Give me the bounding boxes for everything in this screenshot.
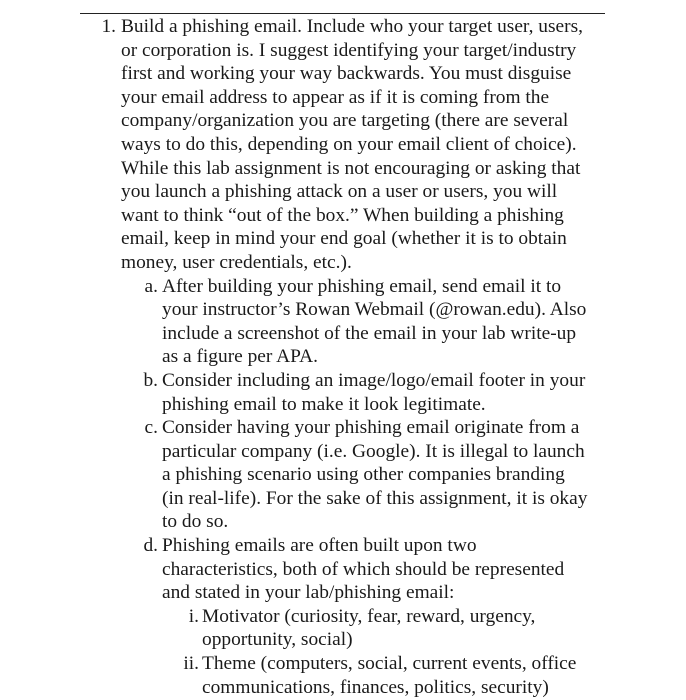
list-item-1c xyxy=(0,416,686,534)
text-line: email, keep in mind your end goal (whether it is to obtain xyxy=(121,228,567,250)
text-line: Phishing emails are often built upon two xyxy=(162,535,477,557)
list-letter: c. xyxy=(144,417,158,439)
text-line: Consider including an image/logo/email footer in your xyxy=(162,369,586,391)
text-line: to do so. xyxy=(162,511,229,533)
text-line: particular company (i.e. Google). It is illegal to launch xyxy=(162,440,585,462)
list-roman-numeral: i. xyxy=(188,605,199,627)
text-line: your instructor’s Rowan Webmail (@rowan.edu). Also xyxy=(162,299,587,321)
text-line: your email address to appear as if it is coming from the xyxy=(121,86,550,108)
top-horizontal-rule xyxy=(80,13,605,14)
text-line: phishing email to make it look legitimate. xyxy=(162,393,486,415)
list-letter: b. xyxy=(143,369,158,391)
text-line: Build a phishing email. Include who your target user, users, xyxy=(121,16,583,37)
list-roman-numeral: ii. xyxy=(183,653,199,675)
text-line: ways to do this, depending on your email client of choice). xyxy=(121,133,577,155)
text-line: characteristics, both of which should be represented xyxy=(162,558,565,580)
list-item-1a xyxy=(0,275,686,369)
list-number: 1. xyxy=(101,16,116,37)
text-line: After building your phishing email, send email it to xyxy=(162,275,562,297)
list-item-1b xyxy=(0,369,686,416)
text-line: include a screenshot of the email in your lab write-up xyxy=(162,322,577,344)
list-item-1 xyxy=(0,15,686,275)
list-letter: a. xyxy=(144,275,158,297)
text-line: (in real-life). For the sake of this assignment, it is okay xyxy=(162,487,588,509)
assignment-document xyxy=(0,15,686,699)
text-line: or corporation is. I suggest identifying your target/industry xyxy=(121,39,577,61)
text-line: communications, finances, politics, security) xyxy=(202,676,549,698)
list-item-1d xyxy=(0,534,686,605)
text-line: Consider having your phishing email originate from a xyxy=(162,417,580,439)
text-line: money, user credentials, etc.). xyxy=(121,251,352,273)
text-line: first and working your way backwards. You must disguise xyxy=(121,63,572,85)
text-line: opportunity, social) xyxy=(202,629,353,651)
list-item-1d-i xyxy=(0,605,686,652)
text-line: While this lab assignment is not encouraging or asking that xyxy=(121,157,581,179)
list-letter: d. xyxy=(143,535,158,557)
text-line: company/organization you are targeting (there are several xyxy=(121,110,569,132)
text-line: you launch a phishing attack on a user or users, you will xyxy=(121,181,558,203)
text-line: want to think “out of the box.” When building a phishing xyxy=(121,204,564,226)
text-line: Theme (computers, social, current events, office xyxy=(202,653,577,675)
text-line: and stated in your lab/phishing email: xyxy=(162,582,455,604)
text-line: as a figure per APA. xyxy=(162,346,318,368)
text-line: Motivator (curiosity, fear, reward, urgency, xyxy=(202,605,536,627)
text-line: a phishing scenario using other companies branding xyxy=(162,464,565,486)
list-item-1d-ii xyxy=(0,652,686,699)
